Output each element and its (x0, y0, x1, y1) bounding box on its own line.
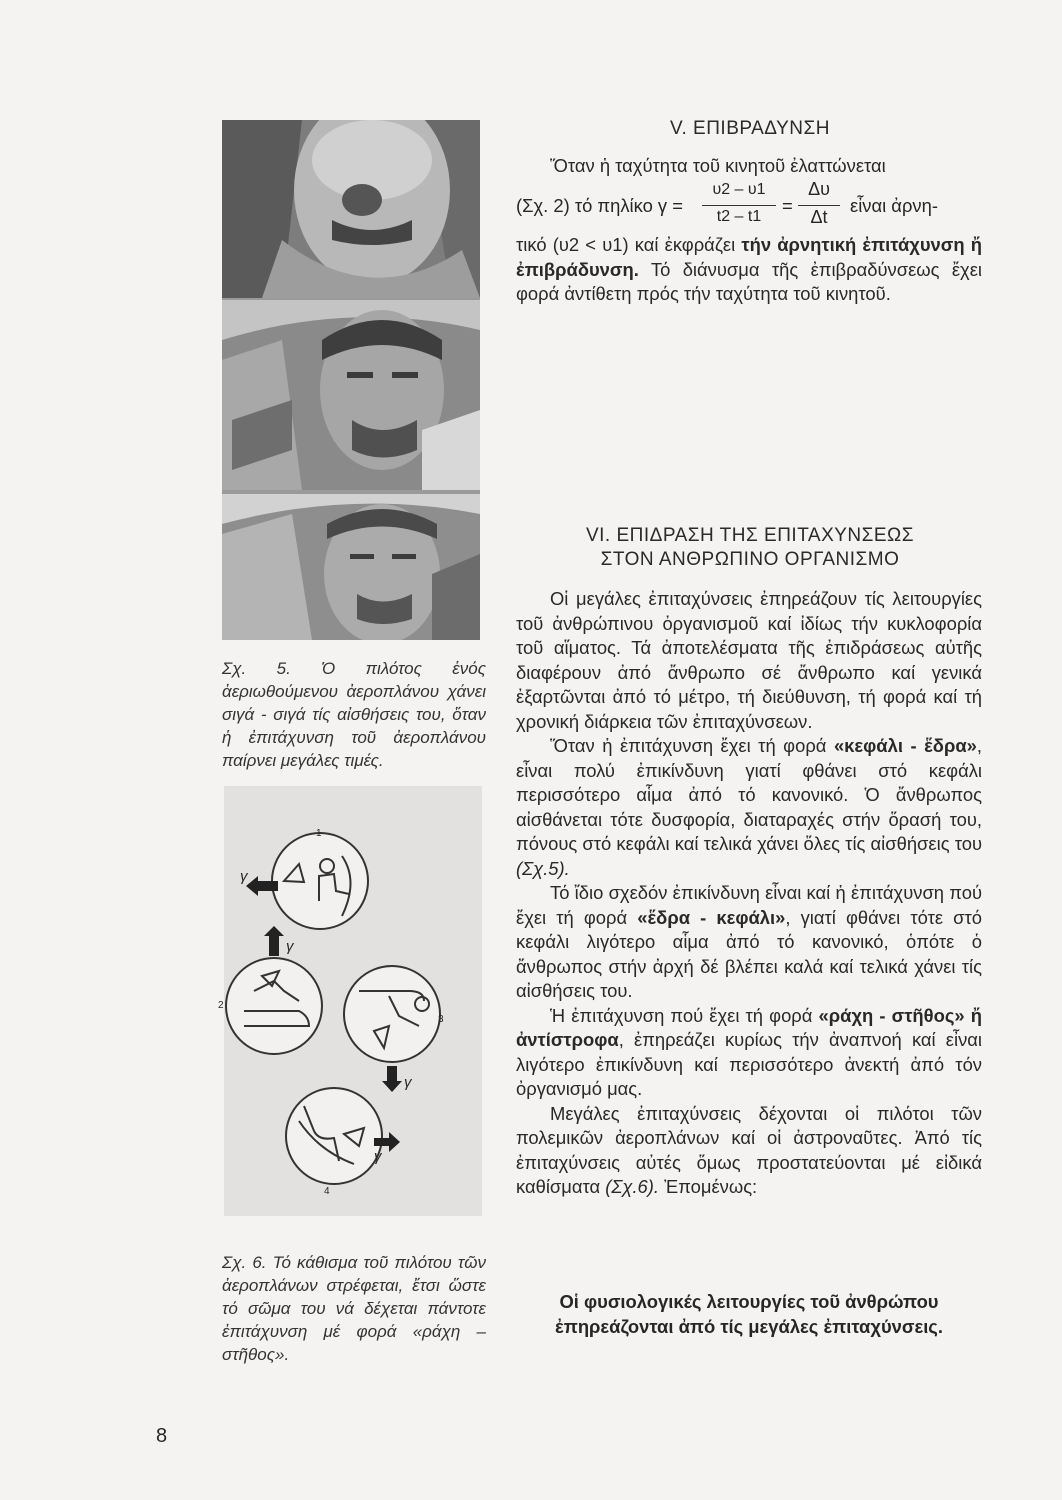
s6-paragraph-2 (516, 734, 982, 881)
s6-p2-bold: «κεφάλι - ἕδρα» (833, 735, 977, 756)
fraction-bar-2 (798, 205, 840, 206)
seat-position-3 (344, 966, 440, 1092)
s6-p3-post: , γιατί φθάνει τότε στό κεφάλι λιγότερο αἷμα ἀπό τό κανονικό, ὁπότε ὁ ἄνθρωπος στήν ἀρχή δέ βλέπει καλά καί τελικά χάνει τίς αἰσθήσεις του. (516, 906, 982, 1001)
s5-text-post: Τό διάνυσμα τῆς ἐπιβραδύνσεως ἔχει φορά ἀντίθετη πρός τήν ταχύτητα τοῦ κινητοῦ. (516, 258, 982, 304)
gamma-label-2: γ (286, 938, 294, 955)
position-label-1: 1 (316, 828, 322, 839)
gamma-label-3: γ (404, 1074, 412, 1091)
position-label-4: 4 (324, 1186, 330, 1197)
s6-paragraph-1: Οἱ μεγάλες ἐπιταχύνσεις ἐπηρεάζουν τίς λειτουργίες τοῦ ἀνθρώπινου ὀργανισμοῦ καί ἰδίως τήν κυκλοφορία τοῦ αἵματος. Τά ἀποτελέσματα τῆς ἐπιδράσεως αὐτῆς διαφέρουν ἀπό ἄνθρωπο σέ ἄνθρωπο καί γενικά ἐξαρτῶνται ἀπό τό μέτρο, τή διεύθυνση, τή φορά καί τή χρονική διάρκεια τῶν ἐπιταχύνσεων. (516, 588, 982, 732)
formula-denominator-1: t2 – t1 (716, 208, 762, 225)
formula-numerator-2: Δυ (808, 179, 830, 199)
formula-equals: = (782, 195, 793, 216)
formula-suffix: εἶναι ἀρνη- (850, 195, 938, 216)
deceleration-formula (516, 179, 982, 229)
pilot-photo-strip (222, 120, 480, 640)
position-label-2: 2 (218, 1000, 224, 1011)
formula-numerator-1: υ2 – υ1 (712, 181, 766, 198)
section5-paragraph (516, 233, 982, 307)
s6-p2-ref: (Σχ.5). (516, 857, 570, 879)
gamma-label-4: γ (374, 1148, 382, 1165)
s6-p3-bold: «ἕδρα - κεφάλι» (637, 906, 786, 928)
seat-rotation-diagram (218, 786, 482, 1216)
s6-paragraph-4 (516, 1004, 982, 1102)
formula-prefix: (Σχ. 2) τό πηλίκο γ = (516, 195, 683, 216)
position-label-3: 3 (438, 1014, 444, 1025)
s6-p5-ref: (Σχ.6). (605, 1176, 660, 1197)
section6-title-line2: ΣΤΟΝ ΑΝΘΡΩΠΙΝΟ ΟΡΓΑΝΙΣΜΟ (600, 549, 900, 570)
figure5-caption: Σχ. 5. Ὁ πιλότος ἑνός ἀεριωθούμενου ἀεροπλάνου χάνει σιγά - σιγά τίς αἰσθήσεις του, ὅταν ἡ ἐπιτάχυνση τοῦ ἀεροπλάνου παίρνει μεγάλες τιμές. (222, 659, 486, 770)
s6-paragraph-3 (516, 881, 982, 1004)
seat-position-4 (286, 1088, 400, 1184)
s5-text-bold: τήν ἀρνητική ἐπιτάχυνση ἤ ἐπιβράδυνση. (516, 234, 982, 280)
figure6-caption: Σχ. 6. Τό κάθισμα τοῦ πιλότου τῶν ἀεροπλάνων στρέφεται, ἔτσι ὥστε τό σῶμα του νά δέχεται πάντοτε ἐπιτάχυνση μέ φορά «ράχη – στῆθος». (222, 1253, 486, 1364)
pilot-photo-frame-2 (222, 300, 480, 490)
s6-p2-mid: , εἶναι πολύ ἐπικίνδυνη γιατί φθάνει στό κεφάλι περισσότερο αἷμα ἀπό τό κανονικό. Ὁ ἄνθρωπος αἰσθάνεται τότε δυσφορία, διαταραχές στήν ὅρασή του, πόνους στό κεφάλι καί τελικά χάνει ὅλες τίς αἰσθήσεις του (516, 735, 982, 854)
fraction-bar-1 (702, 205, 776, 206)
s6-p5-pre: Μεγάλες ἐπιταχύνσεις δέχονται οἱ πιλότοι τῶν πολεμικῶν ἀεροπλάνων καί οἱ ἀστροναῦτες. Ἀπό τίς ἐπιταχύνσεις αὐτές ὅμως προστατεύονται μέ εἰδικά καθίσματα (516, 1102, 982, 1197)
section5-title: V. ΕΠΙΒΡΑΔΥΝΣΗ (670, 118, 830, 139)
s6-p4-post: , ἐπηρεάζει κυρίως τήν ἀναπνοή καί εἶναι λιγότερο ἐπικίνδυνη καί περισσότερο ἀνεκτή ἀπό τόν ὀργανισμό μας. (516, 1029, 982, 1099)
page-number: 8 (156, 1425, 168, 1447)
formula-denominator-2: Δt (810, 207, 828, 227)
s6-p4-bold: «ράχη - στῆθος» ἤ ἀντίστροφα (516, 1004, 982, 1050)
s6-p3-pre: Τό ἴδιο σχεδόν ἐπικίνδυνη εἶναι καί ἡ ἐπιτάχυνση πού ἔχει τή φορά (516, 882, 982, 928)
s6-p4-pre: Ἡ ἐπιτάχυνση πού ἔχει τή φορά (550, 1004, 819, 1026)
section6-body (516, 587, 982, 1200)
s6-p2-pre: Ὅταν ἡ ἐπιτάχυνση ἔχει τή φορά (550, 735, 834, 756)
section6-title (520, 524, 980, 572)
conclusion-statement: Οἱ φυσιολογικές λειτουργίες τοῦ ἀνθρώπου ἐπηρεάζονται ἀπό τίς μεγάλες ἐπιταχύνσεις. (555, 1291, 943, 1337)
seat-position-1 (246, 833, 368, 929)
pilot-photo-frame-3 (222, 494, 480, 640)
seat-position-2 (226, 926, 322, 1054)
section6-title-line1: VI. ΕΠΙΔΡΑΣΗ ΤΗΣ ΕΠΙΤΑΧΥΝΣΕΩΣ (585, 525, 915, 546)
s5-text-pre: τικό (υ2 < υ1) καί ἐκφράζει (516, 234, 742, 255)
s6-paragraph-5 (516, 1102, 982, 1200)
gamma-label-1: γ (240, 868, 248, 885)
s6-p5-post: Ἐπομένως: (659, 1176, 758, 1197)
pilot-photo-frame-1 (222, 120, 480, 298)
section5-line1: Ὅταν ἡ ταχύτητα τοῦ κινητοῦ ἐλαττώνεται (550, 155, 886, 176)
